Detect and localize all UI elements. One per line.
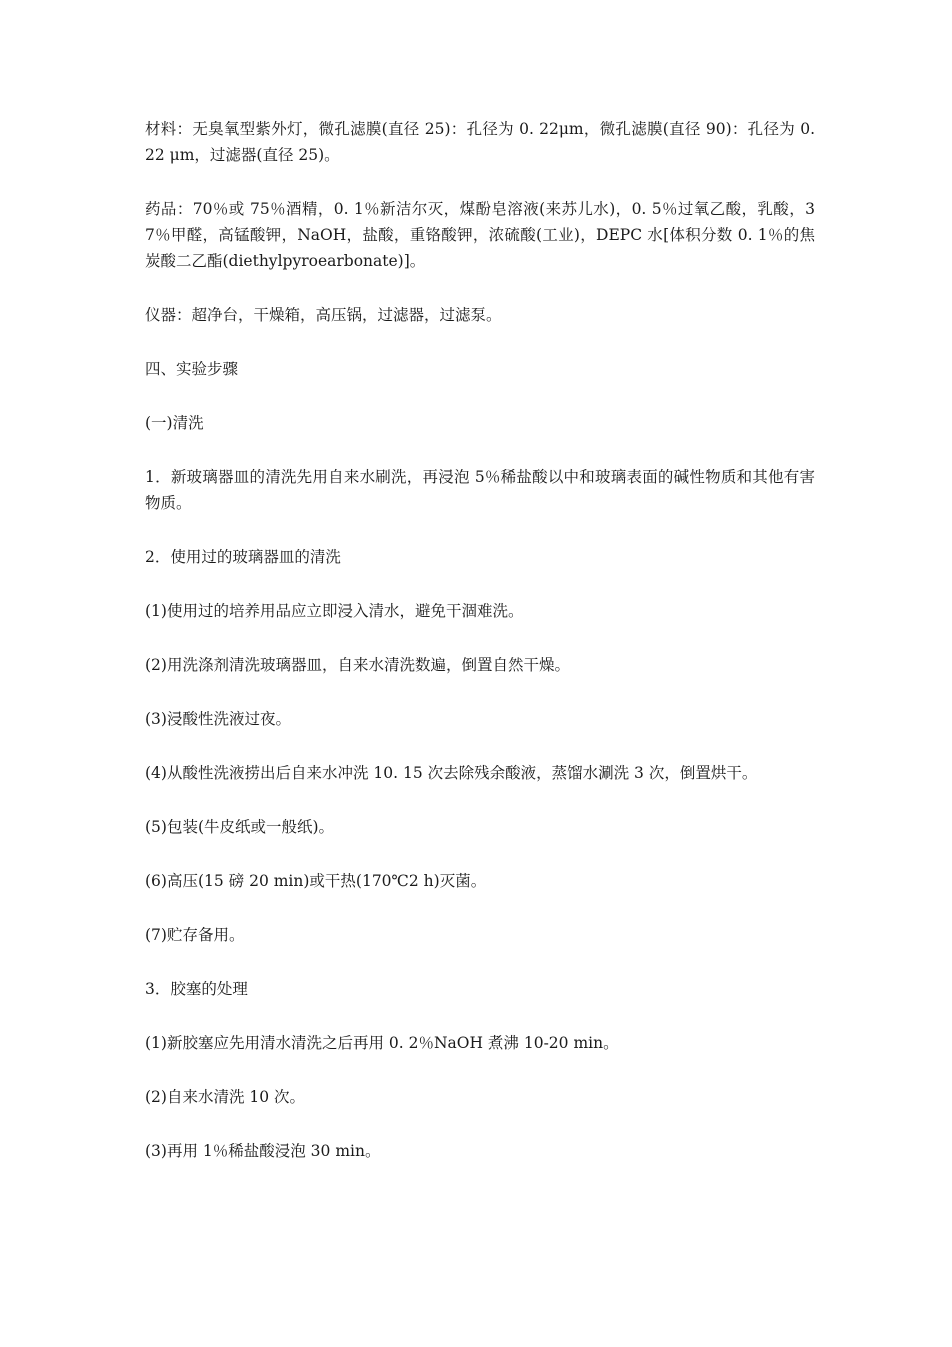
section-heading-steps: 四、实验步骤: [145, 360, 239, 378]
list-item: (3)浸酸性洗液过夜。: [145, 710, 291, 728]
list-item: (1)新胶塞应先用清水清洗之后再用 0. 2％NaOH 煮沸 10-20 min。: [145, 1034, 619, 1052]
step-heading-stopper: 3．胶塞的处理: [145, 980, 248, 998]
list-item: (1)使用过的培养用品应立即浸入清水，避免干涸难洗。: [145, 602, 524, 620]
list-item: (2)自来水清洗 10 次。: [145, 1088, 306, 1106]
list-item: (4)从酸性洗液捞出后自来水冲洗 10. 15 次去除残余酸液，蒸馏水涮洗 3 次，倒置烘干。: [145, 764, 758, 782]
list-item: (2)用洗涤剂清洗玻璃器皿，自来水清洗数遍，倒置自然干燥。: [145, 656, 570, 674]
paragraph-materials: 材料：无臭氧型紫外灯，微孔滤膜(直径 25)：孔径为 0. 22μm，微孔滤膜(直径 90)：孔径为 0. 22 μm，过滤器(直径 25)。: [145, 120, 815, 164]
list-item: (6)高压(15 磅 20 min)或干热(170℃2 h)灭菌。: [145, 872, 487, 890]
list-item: (5)包装(牛皮纸或一般纸)。: [145, 818, 335, 836]
step-heading-used-glassware: 2．使用过的玻璃器皿的清洗: [145, 548, 341, 566]
paragraph-instruments: 仪器：超净台，干燥箱，高压锅，过滤器，过滤泵。: [145, 306, 502, 324]
subsection-heading-cleaning: (一)清洗: [145, 414, 204, 432]
list-item: (3)再用 1％稀盐酸浸泡 30 min。: [145, 1142, 381, 1160]
document-body: [145, 116, 815, 1164]
list-item: (7)贮存备用。: [145, 926, 245, 944]
paragraph-reagents: 药品：70％或 75％酒精，0. 1％新洁尔灭，煤酚皂溶液(来苏儿水)，0. 5％过氧乙酸，乳酸，37％甲醛，高锰酸钾，NaOH，盐酸，重铬酸钾，浓硫酸(工业)，DEPC 水[体积分数 0. 1％的焦炭酸二乙酯(diethylpyroearbonate)]。: [145, 200, 815, 270]
step-new-glassware: 1．新玻璃器皿的清洗先用自来水刷洗，再浸泡 5％稀盐酸以中和玻璃表面的碱性物质和其他有害物质。: [145, 468, 815, 512]
